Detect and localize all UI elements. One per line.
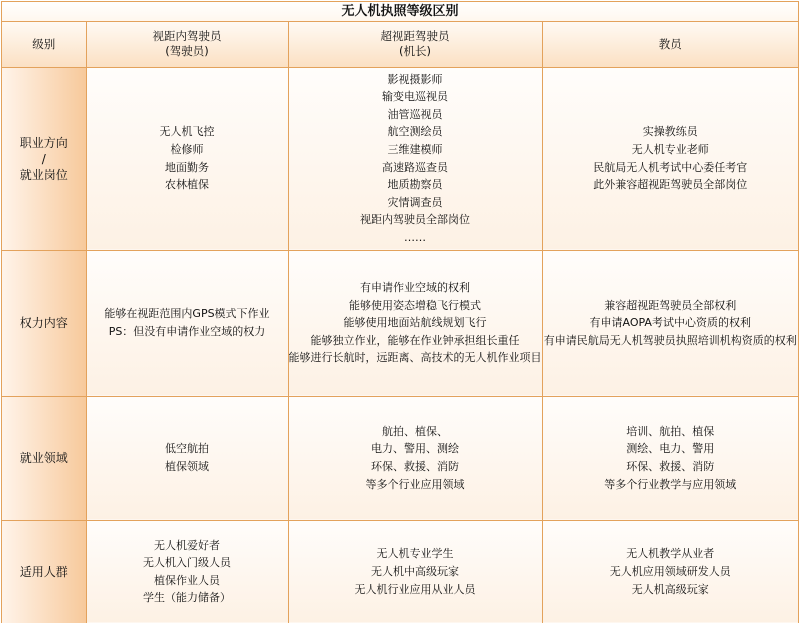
cell-line: 三维建模师 [387, 142, 443, 156]
cell-line: 有申请民航局无人机驾驶员执照培训机构资质的权利 [543, 333, 797, 347]
header-bvlos-captain [288, 22, 542, 67]
cell-line: 航空测绘员 [387, 125, 443, 139]
cell-audience-vlos [86, 520, 288, 623]
header-row [2, 22, 798, 67]
row-label-line: 就业领域 [19, 451, 68, 465]
cell-line: 植保领域 [165, 460, 209, 473]
cell-line: 视距内驾驶员全部岗位 [360, 213, 470, 227]
header-bvlos-line: (机长) [399, 44, 431, 59]
header-vlos-line: (驾驶员) [165, 44, 209, 59]
cell-line: 能够进行长航时，远距离、高技术的无人机作业项目 [288, 351, 542, 365]
cell-line: 环保、救援、消防 [626, 460, 715, 473]
row-label-employment [2, 396, 86, 520]
cell-line: 学生（能力储备） [143, 591, 231, 605]
row-label-line: / [41, 151, 46, 166]
cell-line: 油管巡视员 [387, 107, 443, 121]
cell-line: 无人机高级玩家 [631, 582, 709, 596]
cell-line: 等多个行业教学与应用领域 [604, 477, 737, 491]
cell-line: 检修师 [170, 142, 204, 156]
cell-line: …… [404, 230, 426, 244]
row-authority [2, 250, 798, 396]
cell-line: 灾情调查员 [387, 195, 443, 209]
cell-line: 无人机飞控 [159, 125, 215, 139]
header-vlos-pilot [86, 22, 288, 67]
row-label-audience [2, 520, 86, 623]
cell-line: 航拍、植保、 [382, 424, 448, 438]
cell-line: 无人机中高级玩家 [371, 564, 459, 578]
cell-audience-bvlos [288, 520, 542, 623]
cell-line: 能够独立作业，能够在作业钟承担组长重任 [310, 333, 520, 347]
cell-line: 无人机行业应用从业人员 [354, 582, 476, 596]
cell-line: PS：但没有申请作业空域的权力 [108, 325, 266, 338]
cell-authority-vlos [86, 250, 288, 396]
table-title: 无人机执照等级区别 [2, 2, 798, 22]
cell-line: 植保作业人员 [154, 573, 220, 587]
cell-line: 环保、救援、消防 [371, 460, 459, 473]
cell-line: 地质勘察员 [387, 178, 443, 192]
cell-line: 无人机专业学生 [376, 547, 454, 561]
cell-line: 影视摄影师 [387, 72, 443, 86]
cell-line: 能够使用姿态增稳飞行模式 [349, 298, 481, 312]
header-level-label: 级别 [32, 36, 56, 51]
row-label-line: 就业岗位 [19, 167, 68, 182]
cell-career-instructor [542, 67, 798, 250]
cell-line: 低空航拍 [165, 442, 209, 456]
license-comparison-table [1, 1, 799, 623]
cell-line: 无人机应用领域研发人员 [609, 564, 731, 578]
cell-authority-instructor [542, 250, 798, 396]
cell-line: 无人机教学从业者 [626, 547, 715, 561]
cell-line: 高速路巡查员 [382, 160, 448, 174]
cell-line: 兼容超视距驾驶员全部权利 [604, 298, 737, 312]
comparison-grid [2, 22, 798, 623]
cell-employment-instructor [542, 396, 798, 520]
header-instructor-label: 教员 [658, 36, 682, 51]
row-label-line: 适用人群 [19, 564, 68, 579]
cell-line: 能够使用地面站航线规划飞行 [343, 316, 487, 330]
header-instructor [542, 22, 798, 67]
header-vlos-line: 视距内驾驶员 [152, 29, 222, 44]
cell-line: 实操教练员 [642, 125, 698, 139]
row-target-audience [2, 520, 798, 623]
cell-line: 电力、警用、测绘 [371, 442, 459, 456]
header-bvlos-line: 超视距驾驶员 [380, 29, 450, 44]
header-level [2, 22, 86, 67]
cell-line: 无人机爱好者 [154, 538, 220, 552]
cell-line: 无人机入门级人员 [143, 556, 231, 570]
cell-line: 测绘、电力、警用 [626, 442, 715, 456]
cell-audience-instructor [542, 520, 798, 623]
cell-line: 农林植保 [165, 178, 209, 192]
row-label-career [2, 67, 86, 250]
cell-line: 有申请AOPA考试中心资质的权利 [589, 316, 751, 330]
cell-authority-bvlos [288, 250, 542, 396]
cell-line: 输变电巡视员 [382, 90, 448, 104]
row-label-line: 职业方向 [19, 135, 68, 150]
cell-employment-bvlos [288, 396, 542, 520]
cell-line: 无人机专业老师 [631, 142, 709, 156]
cell-line: 民航局无人机考试中心委任考官 [593, 160, 748, 174]
row-employment-field [2, 396, 798, 520]
row-label-line: 权力内容 [19, 316, 68, 330]
cell-career-bvlos [288, 67, 542, 250]
cell-line: 培训、航拍、植保 [626, 424, 715, 438]
cell-line: 有申请作业空域的权利 [360, 281, 470, 295]
cell-line: 能够在视距范围内GPS模式下作业 [104, 307, 270, 321]
cell-line: 此外兼容超视距驾驶员全部岗位 [593, 178, 748, 192]
cell-employment-vlos [86, 396, 288, 520]
row-career-direction [2, 67, 798, 250]
cell-line: 地面勤务 [165, 160, 209, 174]
cell-career-vlos [86, 67, 288, 250]
cell-line: 等多个行业应用领域 [365, 477, 465, 491]
row-label-authority [2, 250, 86, 396]
